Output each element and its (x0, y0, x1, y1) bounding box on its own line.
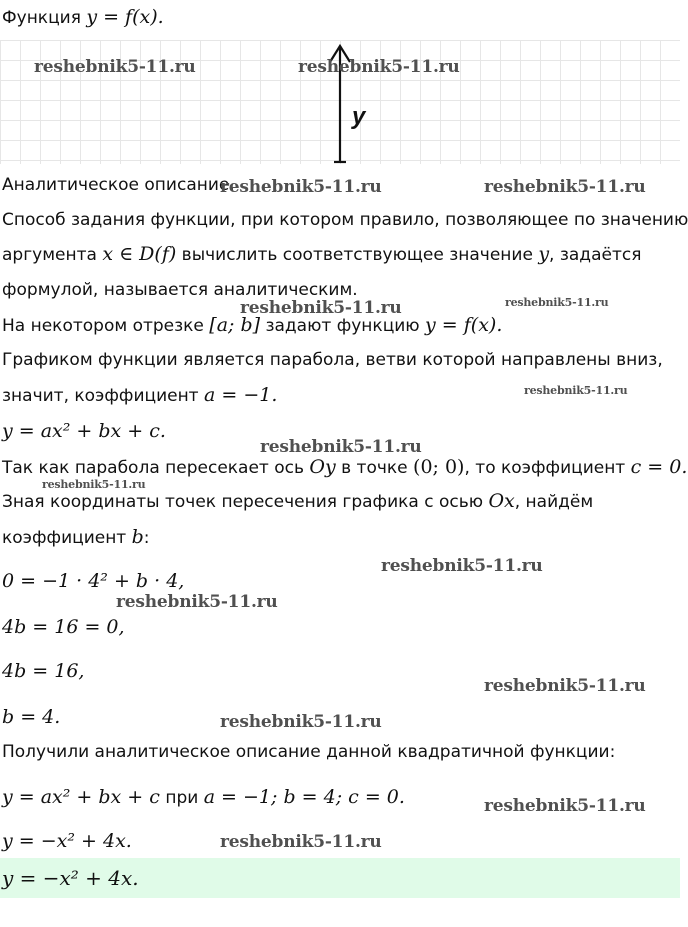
text: значит, коэффициент (2, 386, 204, 406)
watermark: reshebnik5-11.ru (298, 57, 460, 77)
equation-4: b = 4. (2, 706, 61, 728)
coefficient-b-line (2, 526, 150, 549)
text: , задаётся (549, 245, 642, 265)
watermark: reshebnik5-11.ru (220, 832, 382, 852)
heading (2, 6, 164, 29)
formula: (0; 0) (413, 456, 465, 478)
oy-line (2, 456, 687, 479)
general-equation: y = ax² + bx + c. (2, 420, 166, 442)
definition-line-3: формулой, называется аналитическим. (2, 280, 358, 300)
answer-box (0, 858, 680, 898)
definition-line-2 (2, 243, 641, 266)
parabola-line-1: Графиком функции является парабола, ветви которой направлены вниз, (2, 350, 663, 370)
text: , то коэффициент (464, 458, 631, 478)
formula: b (131, 526, 144, 548)
text: задают функцию (260, 316, 426, 336)
watermark: reshebnik5-11.ru (484, 676, 646, 696)
watermark: reshebnik5-11.ru (260, 437, 422, 457)
text: : (143, 528, 150, 548)
text: в точке (335, 458, 414, 478)
formula: a = −1. (204, 384, 278, 406)
text: Зная координаты точек пересечения графика с осью (2, 492, 489, 512)
final-description (2, 786, 405, 809)
formula: y = f(x). (425, 314, 503, 336)
watermark: reshebnik5-11.ru (505, 296, 609, 309)
ox-line (2, 490, 593, 513)
watermark: reshebnik5-11.ru (220, 177, 382, 197)
watermark: reshebnik5-11.ru (381, 556, 543, 576)
formula: a = −1; b = 4; c = 0. (203, 786, 405, 808)
text: при (159, 788, 204, 808)
text: коэффициент (2, 528, 132, 548)
formula: x ∈ D(f) (102, 243, 177, 265)
text: , найдём (514, 492, 594, 512)
result-equation: y = −x² + 4x. (2, 830, 132, 852)
y-axis-label: y (352, 103, 366, 130)
watermark: reshebnik5-11.ru (484, 177, 646, 197)
watermark: reshebnik5-11.ru (524, 384, 628, 397)
result-intro: Получили аналитическое описание данной квадратичной функции: (2, 742, 616, 762)
text: Так как парабола пересекает ось (2, 458, 310, 478)
watermark: reshebnik5-11.ru (42, 478, 146, 491)
watermark: reshebnik5-11.ru (220, 712, 382, 732)
watermark: reshebnik5-11.ru (484, 796, 646, 816)
heading-formula: y = f(x). (86, 6, 164, 28)
watermark: reshebnik5-11.ru (34, 57, 196, 77)
formula: y (538, 243, 550, 265)
parabola-line-2 (2, 384, 277, 407)
formula: c = 0. (630, 456, 688, 478)
watermark: reshebnik5-11.ru (240, 298, 402, 318)
text: вычислить соответствующее значение (176, 245, 539, 265)
equation-1: 0 = −1 · 4² + b · 4, (2, 570, 185, 592)
equation-3: 4b = 16, (2, 660, 85, 682)
definition-line-1: Способ задания функции, при котором правило, позволяющее по значению (2, 210, 688, 230)
answer-equation: y = −x² + 4x. (2, 866, 139, 890)
formula: Ox (488, 490, 515, 512)
equation-2: 4b = 16 = 0, (2, 616, 125, 638)
heading-text: Функция (2, 8, 87, 28)
formula: y = ax² + bx + c (2, 786, 160, 808)
watermark: reshebnik5-11.ru (116, 592, 278, 612)
formula: [a; b] (209, 314, 261, 336)
formula: Oy (309, 456, 336, 478)
text: аргумента (2, 245, 103, 265)
analytic-title: Аналитическое описание. (2, 175, 235, 195)
text: На некотором отрезке (2, 316, 210, 336)
